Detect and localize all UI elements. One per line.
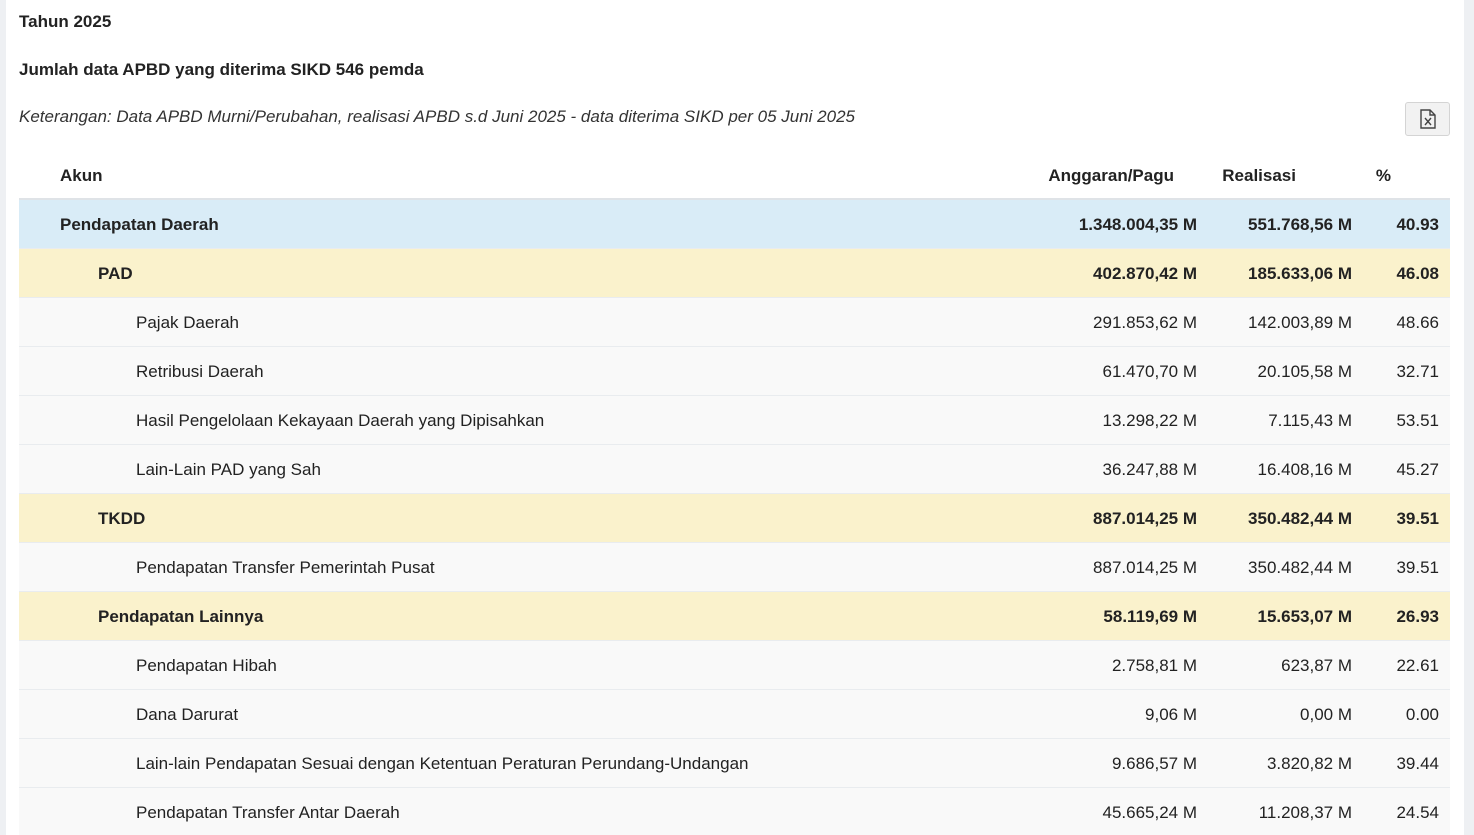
table-row[interactable] bbox=[19, 200, 1450, 249]
data-count-text: Jumlah data APBD yang diterima SIKD 546 pemda bbox=[19, 60, 424, 79]
row-account-name: Lain-lain Pendapatan Sesuai dengan Ketentuan Peraturan Perundang-Undangan bbox=[136, 754, 749, 773]
row-percent-value: 53.51 bbox=[1396, 411, 1439, 430]
row-account-name: Pendapatan Transfer Pemerintah Pusat bbox=[136, 558, 435, 577]
row-realisasi-value: 350.482,44 M bbox=[1248, 558, 1352, 577]
row-account-name: Pendapatan Transfer Antar Daerah bbox=[136, 803, 400, 822]
row-realisasi-value: 7.115,43 M bbox=[1268, 411, 1352, 430]
row-realisasi-value: 11.208,37 M bbox=[1258, 803, 1352, 822]
table-row[interactable] bbox=[19, 641, 1450, 690]
row-budget-value: 61.470,70 M bbox=[1102, 362, 1197, 381]
row-percent-value: 48.66 bbox=[1396, 313, 1439, 332]
row-account-name: Hasil Pengelolaan Kekayaan Daerah yang Dipisahkan bbox=[136, 411, 545, 430]
row-account-name: Pendapatan Lainnya bbox=[98, 607, 264, 626]
table-row[interactable] bbox=[19, 347, 1450, 396]
table-row[interactable] bbox=[19, 249, 1450, 298]
row-budget-value: 291.853,62 M bbox=[1093, 313, 1197, 332]
row-account-name: Lain-Lain PAD yang Sah bbox=[136, 460, 321, 479]
table-header bbox=[19, 152, 1450, 200]
table-row[interactable] bbox=[19, 739, 1450, 788]
column-header-percent[interactable]: % bbox=[1375, 166, 1391, 185]
column-header-realisasi[interactable]: Realisasi bbox=[1222, 166, 1296, 185]
table-row[interactable] bbox=[19, 690, 1450, 739]
row-percent-value: 32.71 bbox=[1396, 362, 1439, 381]
row-percent-value: 39.51 bbox=[1396, 509, 1439, 528]
row-percent-value: 39.44 bbox=[1396, 754, 1439, 773]
row-percent-value: 24.54 bbox=[1396, 803, 1439, 822]
row-budget-value: 13.298,22 M bbox=[1102, 411, 1197, 430]
table-row[interactable] bbox=[19, 396, 1450, 445]
row-budget-value: 402.870,42 M bbox=[1093, 264, 1197, 283]
excel-file-icon bbox=[1420, 109, 1436, 129]
row-realisasi-value: 142.003,89 M bbox=[1248, 313, 1352, 332]
row-percent-value: 26.93 bbox=[1396, 607, 1439, 626]
row-realisasi-value: 16.408,16 M bbox=[1257, 460, 1352, 479]
row-percent-value: 45.27 bbox=[1396, 460, 1439, 479]
row-percent-value: 39.51 bbox=[1396, 558, 1439, 577]
row-realisasi-value: 0,00 M bbox=[1300, 705, 1352, 724]
column-header-akun[interactable]: Akun bbox=[60, 166, 103, 185]
row-account-name: Retribusi Daerah bbox=[136, 362, 264, 381]
row-account-name: Pendapatan Hibah bbox=[136, 656, 277, 675]
table-row[interactable] bbox=[19, 494, 1450, 543]
row-account-name: Pajak Daerah bbox=[136, 313, 240, 332]
table-row[interactable] bbox=[19, 592, 1450, 641]
row-realisasi-value: 623,87 M bbox=[1281, 656, 1352, 675]
row-account-name: TKDD bbox=[98, 509, 146, 528]
row-account-name: Dana Darurat bbox=[136, 705, 239, 724]
row-budget-value: 45.665,24 M bbox=[1102, 803, 1197, 822]
column-header-budget[interactable]: Anggaran/Pagu bbox=[1048, 166, 1174, 185]
row-budget-value: 9,06 M bbox=[1145, 705, 1197, 724]
row-realisasi-value: 15.653,07 M bbox=[1257, 607, 1352, 626]
row-budget-value: 887.014,25 M bbox=[1093, 558, 1197, 577]
row-realisasi-value: 350.482,44 M bbox=[1248, 509, 1352, 528]
table-row[interactable] bbox=[19, 543, 1450, 592]
row-budget-value: 2.758,81 M bbox=[1111, 656, 1197, 675]
row-realisasi-value: 185.633,06 M bbox=[1248, 264, 1352, 283]
row-percent-value: 46.08 bbox=[1396, 264, 1439, 283]
row-realisasi-value: 20.105,58 M bbox=[1257, 362, 1352, 381]
table-body bbox=[19, 200, 1450, 835]
row-account-name: Pendapatan Daerah bbox=[60, 215, 219, 234]
table-row[interactable] bbox=[19, 298, 1450, 347]
apbd-table bbox=[19, 152, 1450, 835]
row-account-name: PAD bbox=[98, 264, 133, 283]
row-budget-value: 9.686,57 M bbox=[1111, 754, 1197, 773]
row-budget-value: 1.348.004,35 M bbox=[1078, 215, 1197, 234]
row-percent-value: 40.93 bbox=[1396, 215, 1439, 234]
note-text: Keterangan: Data APBD Murni/Perubahan, realisasi APBD s.d Juni 2025 - data diterima SIKD per 05 Juni 2025 bbox=[19, 107, 855, 126]
content-panel bbox=[6, 0, 1464, 835]
row-budget-value: 887.014,25 M bbox=[1093, 509, 1197, 528]
row-realisasi-value: 3.820,82 M bbox=[1266, 754, 1352, 773]
row-realisasi-value: 551.768,56 M bbox=[1248, 215, 1352, 234]
row-budget-value: 58.119,69 M bbox=[1103, 607, 1197, 626]
table-row[interactable] bbox=[19, 788, 1450, 835]
row-percent-value: 0.00 bbox=[1405, 705, 1439, 724]
year-title: Tahun 2025 bbox=[19, 12, 112, 31]
export-excel-button[interactable] bbox=[1405, 102, 1450, 136]
table-row[interactable] bbox=[19, 445, 1450, 494]
row-percent-value: 22.61 bbox=[1396, 656, 1439, 675]
row-budget-value: 36.247,88 M bbox=[1102, 460, 1197, 479]
